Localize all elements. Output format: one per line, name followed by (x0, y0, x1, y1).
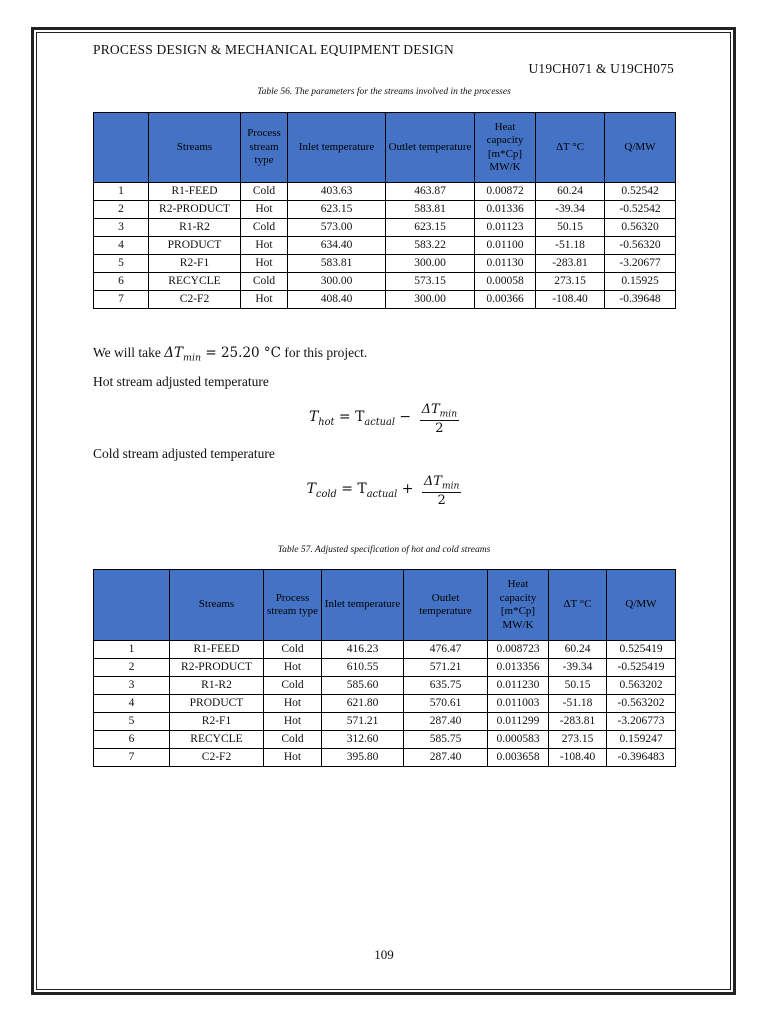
table-cell: 1 (94, 183, 149, 201)
table-cell: 0.01336 (475, 201, 536, 219)
table-cell: R1-FEED (149, 183, 241, 201)
table1-col-header: Inlet temperature (288, 113, 386, 183)
table-cell: 273.15 (536, 273, 605, 291)
table-cell: 5 (94, 255, 149, 273)
table-cell: -283.81 (536, 255, 605, 273)
table-cell: -3.206773 (607, 713, 676, 731)
table-cell: 585.60 (322, 677, 404, 695)
table-cell: 610.55 (322, 659, 404, 677)
table-cell: 0.008723 (488, 641, 549, 659)
table2-col-header: Streams (170, 570, 264, 641)
table-cell: 583.81 (288, 255, 386, 273)
table-cell: 573.15 (386, 273, 475, 291)
table-cell: -108.40 (536, 291, 605, 309)
table-cell: 4 (94, 237, 149, 255)
table-cell: -0.56320 (605, 237, 676, 255)
table-cell: 1 (94, 641, 170, 659)
delta-t-min-statement (93, 345, 367, 364)
table-cell: -0.52542 (605, 201, 676, 219)
table-cell: 287.40 (404, 713, 488, 731)
table-cell: 300.00 (386, 255, 475, 273)
table-cell: Cold (241, 183, 288, 201)
table-cell: 623.15 (288, 201, 386, 219)
table-cell: 3 (94, 219, 149, 237)
table2-col-header (94, 570, 170, 641)
table-cell: 403.63 (288, 183, 386, 201)
table-row (94, 713, 676, 731)
statement-math-sub: min (183, 352, 202, 364)
table2-col-header: Outlet temperature (404, 570, 488, 641)
table-row (94, 255, 676, 273)
table1-col-header: Outlet temperature (386, 113, 475, 183)
table1-caption: Table 56. The parameters for the streams involved in the processes (257, 87, 511, 97)
table-cell: 0.159247 (607, 731, 676, 749)
table2-col-header: ΔT °C (549, 570, 607, 641)
table-cell: 463.87 (386, 183, 475, 201)
table-cell: 5 (94, 713, 170, 731)
statement-prefix: We will take (93, 345, 165, 360)
table1-body (94, 183, 676, 309)
table-cell: 0.525419 (607, 641, 676, 659)
table-cell: R1-R2 (149, 219, 241, 237)
cold-eq-fraction: $\frac{\Delta T_{min}}{2}$ (423, 474, 460, 508)
table-cell: 4 (94, 695, 170, 713)
table-cell: 583.81 (386, 201, 475, 219)
hot-stream-label: Hot stream adjusted temperature (93, 374, 269, 389)
table-cell: Cold (264, 731, 322, 749)
table-cell: R2-F1 (170, 713, 264, 731)
table-cell: RECYCLE (170, 731, 264, 749)
table-cell: 312.60 (322, 731, 404, 749)
table-cell: 0.01123 (475, 219, 536, 237)
table-cell: Hot (241, 255, 288, 273)
table-cell: Hot (264, 695, 322, 713)
table-cell: 0.013356 (488, 659, 549, 677)
table-cell: -0.39648 (605, 291, 676, 309)
table-cell: 570.61 (404, 695, 488, 713)
table-cell: Cold (241, 219, 288, 237)
table-cell: -0.396483 (607, 749, 676, 767)
table-cell: 7 (94, 291, 149, 309)
cold-eq-lhs: $T_{cold} = T_{actual}$ + (306, 481, 418, 501)
table-cell: 7 (94, 749, 170, 767)
table-cell: PRODUCT (149, 237, 241, 255)
table-cell: 300.00 (288, 273, 386, 291)
table-cell: 416.23 (322, 641, 404, 659)
table-cell: -0.525419 (607, 659, 676, 677)
table-cell: 476.47 (404, 641, 488, 659)
table-cell: RECYCLE (149, 273, 241, 291)
table-cell: R2-PRODUCT (170, 659, 264, 677)
table-cell: 60.24 (549, 641, 607, 659)
table2-col-header: Inlet temperature (322, 570, 404, 641)
table-cell: 621.80 (322, 695, 404, 713)
table1-col-header (94, 113, 149, 183)
table-cell: 6 (94, 731, 170, 749)
table-cell: -39.34 (549, 659, 607, 677)
table-cell: 571.21 (322, 713, 404, 731)
table-cell: Cold (264, 641, 322, 659)
table-cell: R2-PRODUCT (149, 201, 241, 219)
table-cell: 6 (94, 273, 149, 291)
table-row (94, 749, 676, 767)
table-cell: 634.40 (288, 237, 386, 255)
table-cell: -3.20677 (605, 255, 676, 273)
table-row (94, 291, 676, 309)
table-cell: 408.40 (288, 291, 386, 309)
cold-stream-label: Cold stream adjusted temperature (93, 446, 275, 461)
table-cell: 0.01100 (475, 237, 536, 255)
header-authors: U19CH071 & U19CH075 (528, 61, 674, 76)
table-cell: 3 (94, 677, 170, 695)
table-cell: Hot (241, 291, 288, 309)
page-number: 109 (374, 947, 394, 962)
table-row (94, 641, 676, 659)
table2-col-header: Heat capacity [m*Cp] MW/K (488, 570, 549, 641)
table-row (94, 237, 676, 255)
table-cell: 583.22 (386, 237, 475, 255)
table-cell: 273.15 (549, 731, 607, 749)
table-cell: 50.15 (536, 219, 605, 237)
table-cell: Hot (241, 237, 288, 255)
header-title: PROCESS DESIGN & MECHANICAL EQUIPMENT DESIGN (93, 42, 454, 57)
hot-eq-lhs: $T_{hot} = T_{actual}$ − (308, 409, 416, 429)
table-cell: R1-FEED (170, 641, 264, 659)
table-cell: 585.75 (404, 731, 488, 749)
table1-col-header: ΔT °C (536, 113, 605, 183)
table-cell: -0.563202 (607, 695, 676, 713)
table-cell: Cold (264, 677, 322, 695)
statement-math-symbol: ΔT (164, 345, 184, 361)
table-cell: -283.81 (549, 713, 607, 731)
table-row (94, 731, 676, 749)
table2-header-row (94, 570, 676, 641)
table-cell: 50.15 (549, 677, 607, 695)
table-cell: -51.18 (549, 695, 607, 713)
table-cell: 395.80 (322, 749, 404, 767)
table-cell: 623.15 (386, 219, 475, 237)
table1-col-header: Streams (149, 113, 241, 183)
table-cell: 0.563202 (607, 677, 676, 695)
table-cell: -51.18 (536, 237, 605, 255)
table2-col-header: Q/MW (607, 570, 676, 641)
table-cell: 0.15925 (605, 273, 676, 291)
table-cell: 0.011230 (488, 677, 549, 695)
table-row (94, 183, 676, 201)
table-cell: -39.34 (536, 201, 605, 219)
table-cell: 287.40 (404, 749, 488, 767)
table-row (94, 677, 676, 695)
table-cell: 0.00058 (475, 273, 536, 291)
table-cell: 0.56320 (605, 219, 676, 237)
table2-caption: Table 57. Adjusted specification of hot and cold streams (277, 545, 491, 555)
table-cell: Hot (264, 749, 322, 767)
table-cell: 635.75 (404, 677, 488, 695)
table-cell: 60.24 (536, 183, 605, 201)
table-row (94, 273, 676, 291)
table-cell: 0.01130 (475, 255, 536, 273)
statement-math-value: = 25.20 °C (201, 345, 281, 361)
table1-col-header: Process stream type (241, 113, 288, 183)
table-cell: 0.011299 (488, 713, 549, 731)
table-cell: 573.00 (288, 219, 386, 237)
table-cell: R1-R2 (170, 677, 264, 695)
table-cell: 0.011003 (488, 695, 549, 713)
table-cell: R2-F1 (149, 255, 241, 273)
table-cell: 0.00872 (475, 183, 536, 201)
table-cell: 571.21 (404, 659, 488, 677)
table1 (93, 112, 676, 309)
table2-body (94, 641, 676, 767)
table-row (94, 201, 676, 219)
hot-eq-fraction: $\frac{\Delta T_{min}}{2}$ (421, 402, 458, 436)
table-row (94, 659, 676, 677)
table-row (94, 219, 676, 237)
table2 (93, 569, 676, 767)
table1-header-row (94, 113, 676, 183)
table-cell: C2-F2 (170, 749, 264, 767)
table-cell: PRODUCT (170, 695, 264, 713)
table1-col-header: Heat capacity [m*Cp] MW/K (475, 113, 536, 183)
table-cell: 0.000583 (488, 731, 549, 749)
table-row (94, 695, 676, 713)
hot-equation (0, 402, 768, 436)
cold-equation (0, 474, 768, 508)
table-cell: Hot (241, 201, 288, 219)
table-cell: 0.52542 (605, 183, 676, 201)
table-cell: 0.00366 (475, 291, 536, 309)
table-cell: 300.00 (386, 291, 475, 309)
table-cell: Hot (264, 713, 322, 731)
table-cell: Cold (241, 273, 288, 291)
statement-suffix: for this project. (281, 345, 368, 360)
table2-col-header: Process stream type (264, 570, 322, 641)
table1-col-header: Q/MW (605, 113, 676, 183)
table-cell: 0.003658 (488, 749, 549, 767)
table-cell: 2 (94, 201, 149, 219)
table-cell: 2 (94, 659, 170, 677)
table-cell: Hot (264, 659, 322, 677)
table-cell: -108.40 (549, 749, 607, 767)
table-cell: C2-F2 (149, 291, 241, 309)
